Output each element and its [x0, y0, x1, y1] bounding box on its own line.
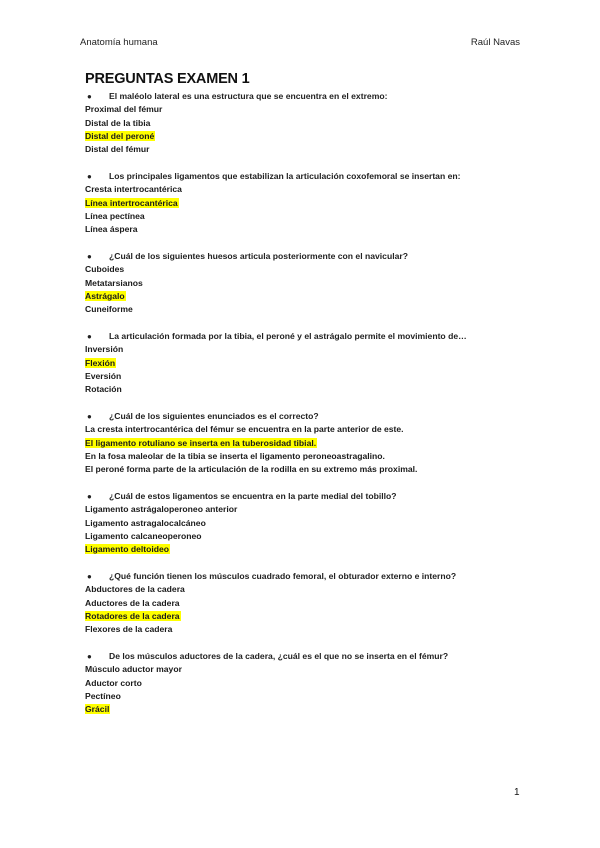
answer-text: Flexores de la cadera	[85, 624, 173, 635]
answer-option	[85, 690, 525, 703]
question-text: Los principales ligamentos que estabilizan la articulación coxofemoral se insertan en:	[109, 171, 461, 181]
bullet-icon: ●	[87, 332, 92, 341]
question	[85, 330, 525, 343]
answer-text: Inversión	[85, 344, 124, 355]
answer-option	[85, 263, 525, 276]
answer-text: Ligamento astrágaloperoneo anterior	[85, 504, 238, 515]
question-text: De los músculos aductores de la cadera, ¿cuál es el que no se inserta en el fémur?	[109, 651, 449, 661]
page-title: PREGUNTAS EXAMEN 1	[85, 71, 250, 87]
question-block	[85, 250, 525, 330]
answer-text: Rotadores de la cadera	[85, 610, 180, 621]
question	[85, 90, 525, 103]
answer-option-correct	[85, 437, 525, 450]
answer-option	[85, 530, 525, 543]
question-text: ¿Cuál de los siguientes huesos articula posteriormente con el navicular?	[109, 251, 408, 261]
question	[85, 410, 525, 423]
question-block	[85, 490, 525, 570]
answer-text: Eversión	[85, 370, 122, 381]
answer-option	[85, 370, 525, 383]
answer-option	[85, 623, 525, 636]
question-text: ¿Cuál de los siguientes enunciados es el correcto?	[109, 411, 319, 421]
answer-text: Distal de la tibia	[85, 117, 151, 128]
answer-option-correct	[85, 290, 525, 303]
answer-text: Línea pectínea	[85, 210, 145, 221]
answer-option	[85, 423, 525, 436]
answer-text: Ligamento deltoideo	[85, 544, 170, 555]
answer-option	[85, 223, 525, 236]
answer-text: Músculo aductor mayor	[85, 664, 182, 675]
question	[85, 490, 525, 503]
answer-text: Grácil	[85, 704, 110, 715]
answer-option-correct	[85, 543, 525, 556]
answer-text: Astrágalo	[85, 290, 125, 301]
bullet-icon: ●	[87, 92, 92, 101]
question-block	[85, 570, 525, 650]
answer-text: Pectíneo	[85, 690, 121, 701]
header-subject: Anatomía humana	[80, 37, 158, 48]
answer-option	[85, 450, 525, 463]
answer-option-correct	[85, 130, 525, 143]
answer-option-correct	[85, 610, 525, 623]
answer-text: Cuneiforme	[85, 304, 133, 315]
question-block	[85, 90, 525, 170]
answer-option	[85, 663, 525, 676]
answer-option	[85, 677, 525, 690]
answer-text: Línea intertrocantérica	[85, 197, 178, 208]
answer-text: Línea áspera	[85, 224, 138, 235]
answer-option	[85, 463, 525, 476]
answer-option-correct	[85, 703, 525, 716]
answer-text: Abductores de la cadera	[85, 584, 185, 595]
answer-text: Aductor corto	[85, 677, 142, 688]
question-block	[85, 650, 525, 730]
question-text: El maléolo lateral es una estructura que se encuentra en el extremo:	[109, 91, 388, 101]
header-author: Raúl Navas	[470, 37, 520, 48]
answer-text: El ligamento rotuliano se inserta en la tuberosidad tibial.	[85, 437, 317, 448]
answer-text: Rotación	[85, 384, 122, 395]
question-text: La articulación formada por la tibia, el peroné y el astrágalo permite el movimiento de…	[109, 331, 467, 341]
answer-option	[85, 103, 525, 116]
question-list	[85, 90, 525, 730]
answer-text: Flexión	[85, 357, 116, 368]
answer-text: En la fosa maleolar de la tibia se inserta el ligamento peroneoastragalino.	[85, 450, 385, 461]
bullet-icon: ●	[87, 412, 92, 421]
bullet-icon: ●	[87, 492, 92, 501]
answer-option	[85, 503, 525, 516]
answer-option	[85, 583, 525, 596]
answer-option	[85, 303, 525, 316]
question-text: ¿Qué función tienen los músculos cuadrado femoral, el obturador externo e interno?	[109, 571, 457, 581]
question-block	[85, 170, 525, 250]
answer-text: El peroné forma parte de la articulación de la rodilla en su extremo más proximal.	[85, 464, 418, 475]
question-text: ¿Cuál de estos ligamentos se encuentra en la parte medial del tobillo?	[109, 491, 397, 501]
answer-option	[85, 517, 525, 530]
answer-text: Metatarsianos	[85, 277, 143, 288]
question	[85, 650, 525, 663]
question-block	[85, 410, 525, 490]
answer-option	[85, 117, 525, 130]
bullet-icon: ●	[87, 252, 92, 261]
answer-text: Cuboides	[85, 264, 125, 275]
bullet-icon: ●	[87, 572, 92, 581]
answer-option-correct	[85, 197, 525, 210]
page-number: 1	[514, 787, 520, 798]
question-block	[85, 330, 525, 410]
answer-option	[85, 383, 525, 396]
answer-option	[85, 277, 525, 290]
answer-option	[85, 343, 525, 356]
answer-text: La cresta intertrocantérica del fémur se encuentra en la parte anterior de este.	[85, 424, 404, 435]
answer-text: Aductores de la cadera	[85, 597, 180, 608]
answer-option	[85, 597, 525, 610]
question	[85, 570, 525, 583]
answer-text: Proximal del fémur	[85, 104, 163, 115]
answer-option-correct	[85, 357, 525, 370]
answer-option	[85, 210, 525, 223]
answer-option	[85, 143, 525, 156]
bullet-icon: ●	[87, 172, 92, 181]
answer-option	[85, 183, 525, 196]
answer-text: Ligamento calcaneoperoneo	[85, 530, 202, 541]
answer-text: Ligamento astragalocalcáneo	[85, 517, 206, 528]
answer-text: Cresta intertrocantérica	[85, 184, 182, 195]
answer-text: Distal del peroné	[85, 130, 155, 141]
question	[85, 250, 525, 263]
question	[85, 170, 525, 183]
bullet-icon: ●	[87, 652, 92, 661]
answer-text: Distal del fémur	[85, 144, 150, 155]
